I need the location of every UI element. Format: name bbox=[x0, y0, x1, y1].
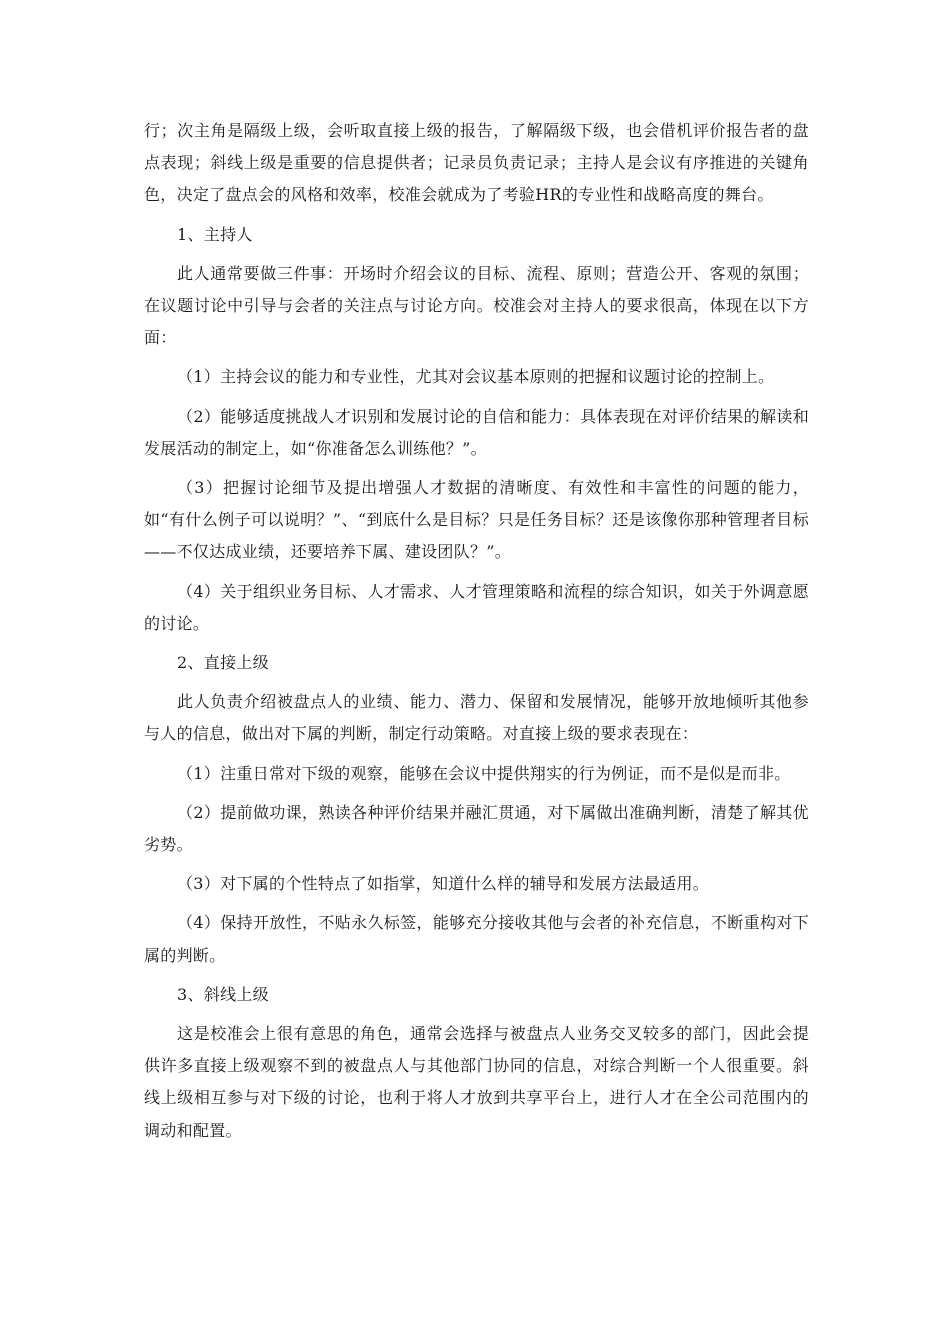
direct-superior-requirement-4: （4）保持开放性，不贴永久标签，能够充分接收其他与会者的补充信息，不断重构对下属的判断。 bbox=[144, 913, 809, 965]
direct-superior-requirement-2: （2）提前做功课，熟读各种评价结果并融汇贯通，对下属做出准确判断，清楚了解其优劣势。 bbox=[144, 802, 809, 855]
document-body bbox=[144, 115, 809, 1154]
host-requirement-1: （1）主持会议的能力和专业性，尤其对会议基本原则的把握和议题讨论的控制上。 bbox=[177, 367, 775, 387]
section-heading-host: 1、主持人 bbox=[177, 224, 253, 244]
intro-paragraph: 行；次主角是隔级上级，会听取直接上级的报告，了解隔级下级，也会借机评价报告者的盘点表现；斜线上级是重要的信息提供者；记录员负责记录；主持人是会议有序推进的关键角色，决定了盘点会的风格和效率，校准会就成为了考验HR的专业性和战略高度的舞台。 bbox=[144, 121, 809, 205]
section-heading-direct-superior: 2、直接上级 bbox=[177, 653, 269, 673]
dotted-line-superior-paragraph: 这是校准会上很有意思的角色，通常会选择与被盘点人业务交叉较多的部门，因此会提供许多直接上级观察不到的被盘点人与其他部门协同的信息，对综合判断一个人很重要。斜线上级相互参与对下级的讨论，也利于将人才放到共享平台上，进行人才在全公司范围内的调动和配置。 bbox=[144, 1024, 809, 1140]
host-requirement-4: （4）关于组织业务目标、人才需求、人才管理策略和流程的综合知识，如关于外调意愿的讨论。 bbox=[144, 581, 809, 633]
host-requirement-2: （2）能够适度挑战人才识别和发展讨论的自信和能力：具体表现在对评价结果的解读和发展活动的制定上，如“你准备怎么训练他？”。 bbox=[144, 406, 809, 458]
direct-superior-requirement-1: （1）注重日常对下级的观察，能够在会议中提供翔实的行为例证，而不是似是而非。 bbox=[177, 763, 791, 783]
direct-superior-requirement-3: （3）对下属的个性特点了如指掌，知道什么样的辅导和发展方法最适用。 bbox=[177, 874, 710, 894]
host-requirement-3: （3）把握讨论细节及提出增强人才数据的清晰度、有效性和丰富性的问题的能力，如“有什么例子可以说明？”、“到底什么是目标？只是任务目标？还是该像你那种管理者目标——不仅达成业绩，还要培养下属、建设团队？”。 bbox=[144, 478, 809, 562]
section-heading-dotted-line-superior: 3、斜线上级 bbox=[177, 984, 269, 1004]
host-description-paragraph: 此人通常要做三件事：开场时介绍会议的目标、流程、原则；营造公开、客观的氛围；在议题讨论中引导与会者的关注点与讨论方向。校准会对主持人的要求很高，体现在以下方面： bbox=[144, 263, 809, 348]
direct-superior-description-paragraph: 此人负责介绍被盘点人的业绩、能力、潜力、保留和发展情况，能够开放地倾听其他参与人的信息，做出对下属的判断，制定行动策略。对直接上级的要求表现在： bbox=[144, 692, 809, 744]
